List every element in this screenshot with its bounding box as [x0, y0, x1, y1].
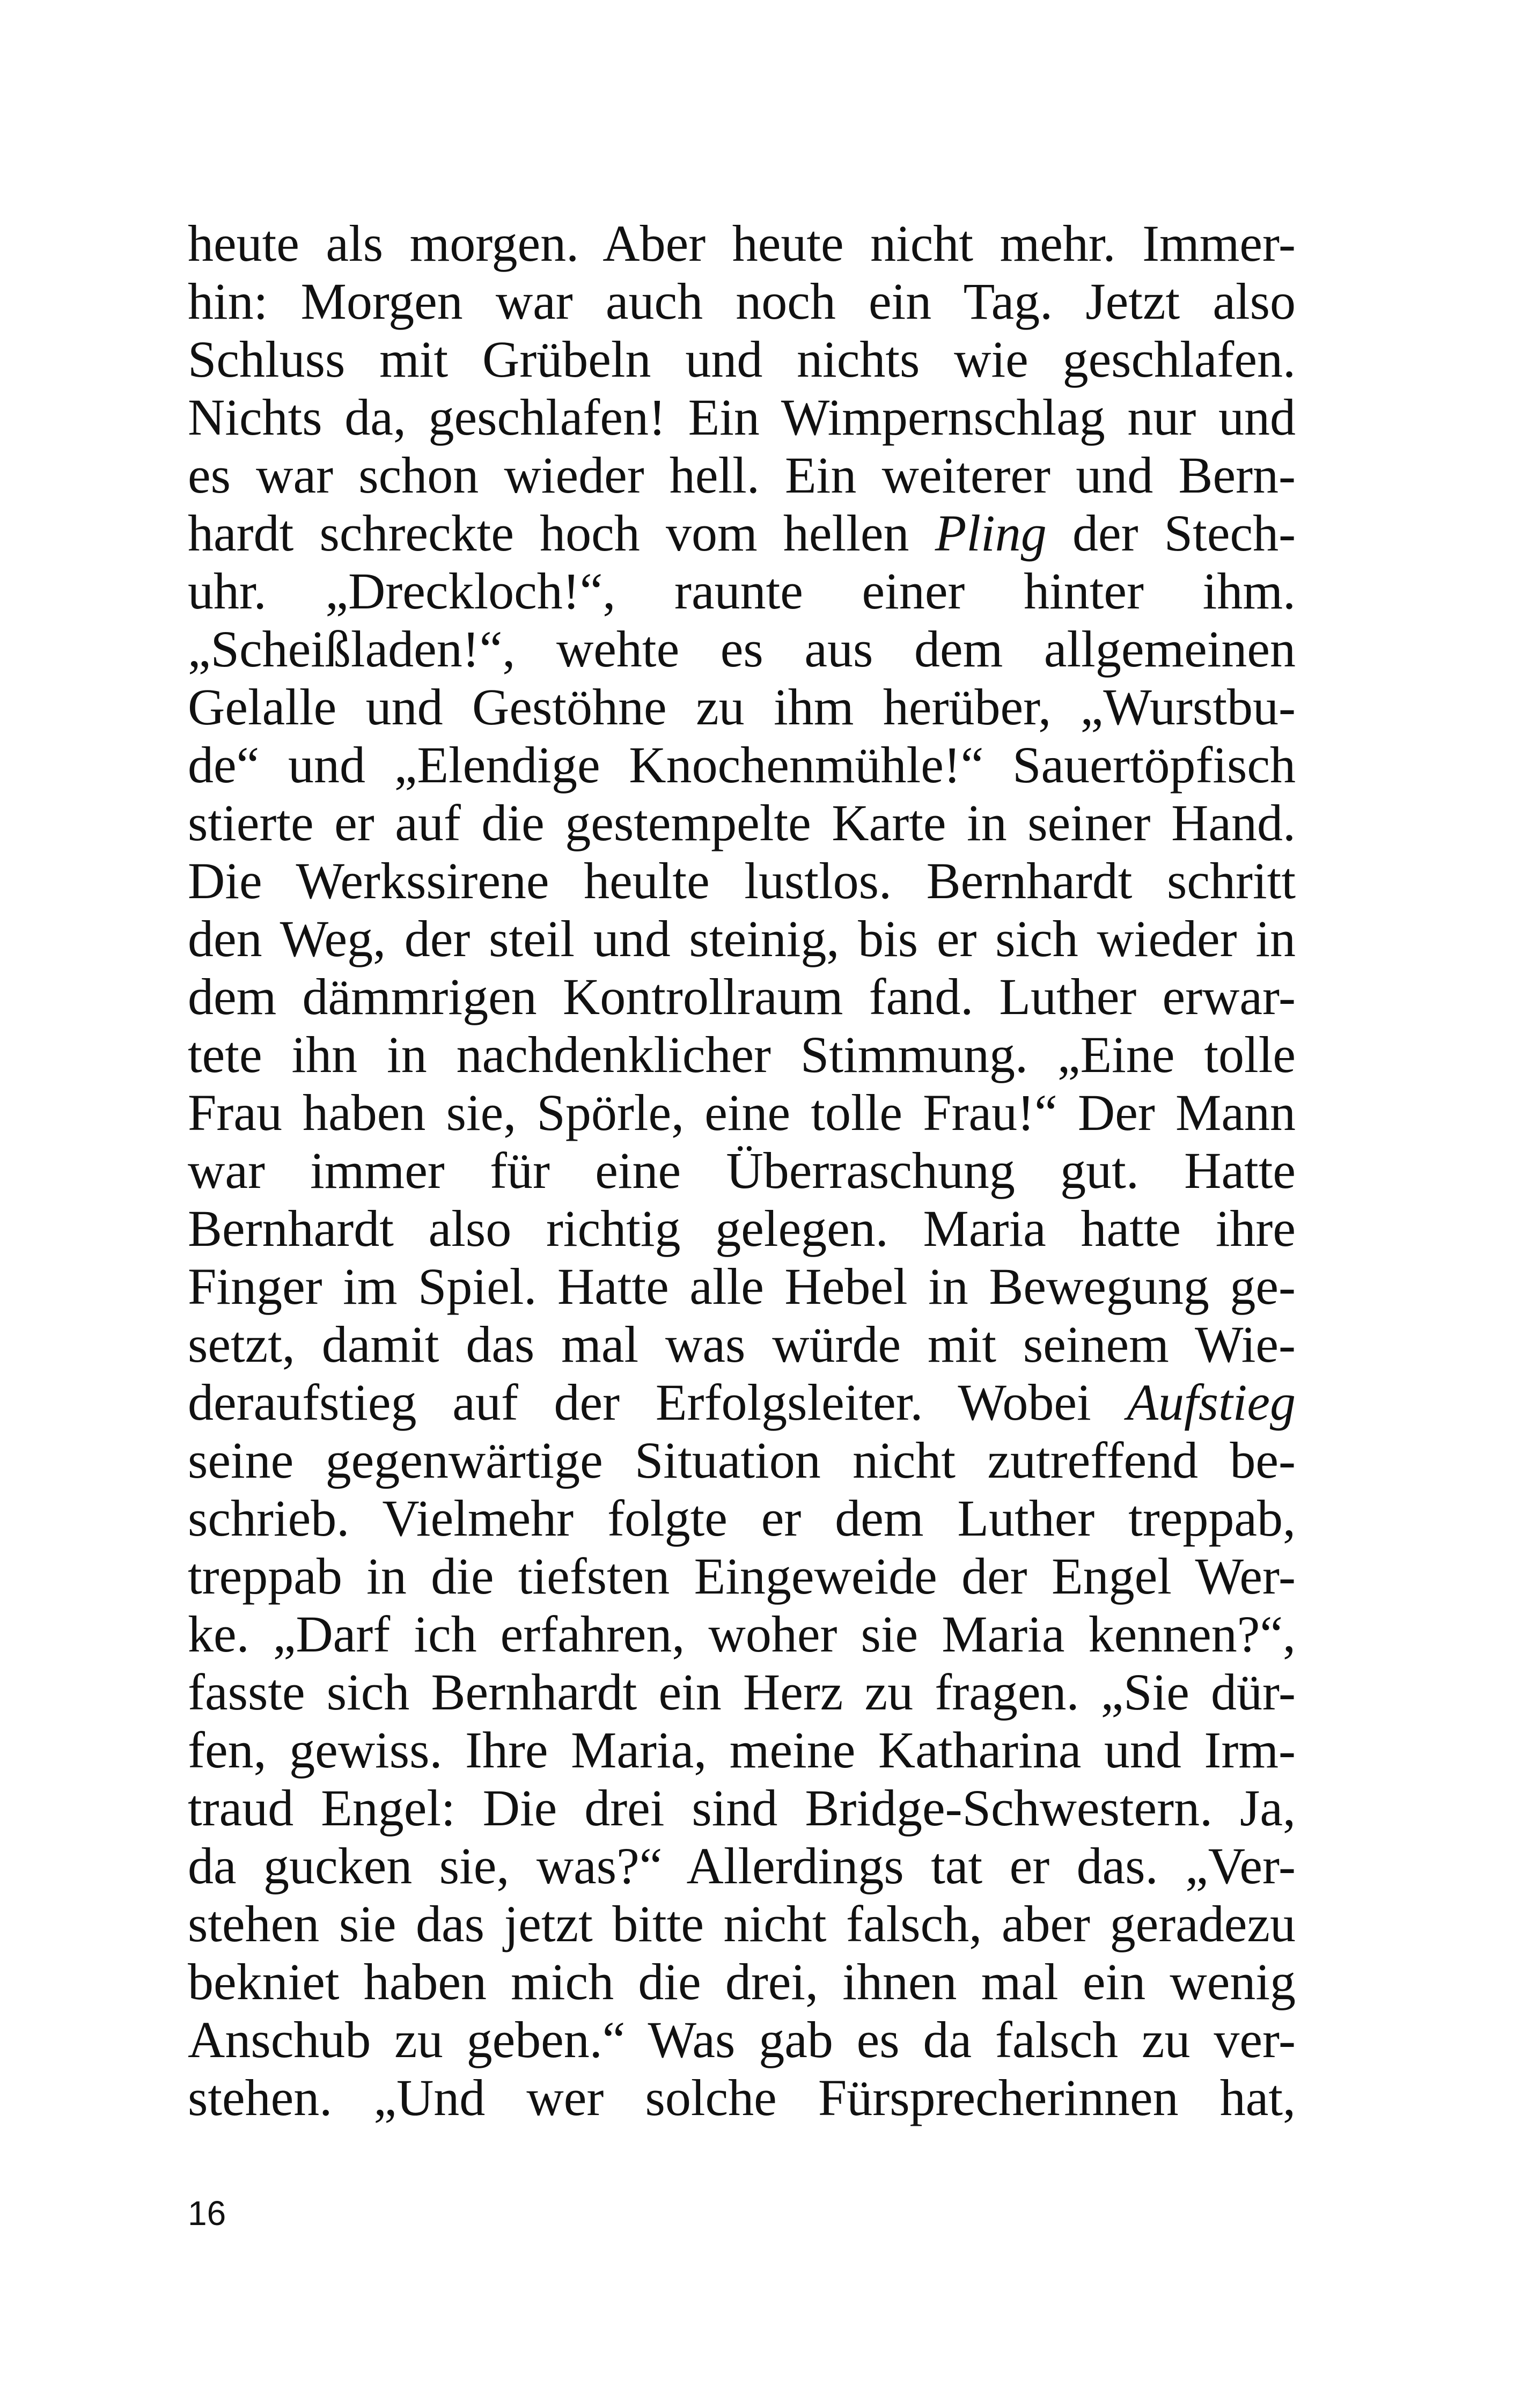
text-line: seine gegenwärtige Situation nicht zutreffend be-	[188, 1431, 1296, 1489]
text-line: setzt, damit das mal was würde mit seinem Wie-	[188, 1316, 1296, 1373]
italic-word: Pling	[935, 504, 1047, 562]
text-segment: deraufstieg auf der Erfolgsleiter. Wobei	[188, 1374, 1091, 1431]
text-line: dem dämmrigen Kontrollraum fand. Luther erwar-	[188, 968, 1296, 1025]
text-line	[188, 1374, 1296, 1431]
text-line: schrieb. Vielmehr folgte er dem Luther treppab,	[188, 1489, 1296, 1547]
text-line: traud Engel: Die drei sind Bridge-Schwestern. Ja,	[188, 1779, 1296, 1837]
text-line: bekniet haben mich die drei, ihnen mal ein wenig	[188, 1953, 1296, 2010]
text-line: Frau haben sie, Spörle, eine tolle Frau!“ Der Mann	[188, 1084, 1296, 1141]
text-line: uhr. „Dreckloch!“, raunte einer hinter ihm.	[188, 562, 1296, 620]
text-line: treppab in die tiefsten Eingeweide der Engel Wer-	[188, 1547, 1296, 1605]
text-line: Anschub zu geben.“ Was gab es da falsch zu ver-	[188, 2011, 1296, 2068]
text-line: fen, gewiss. Ihre Maria, meine Katharina und Irm-	[188, 1721, 1296, 1779]
text-line: ke. „Darf ich erfahren, woher sie Maria kennen?“,	[188, 1605, 1296, 1663]
text-line: stehen sie das jetzt bitte nicht falsch, aber geradezu	[188, 1895, 1296, 1952]
italic-word: Aufstieg	[1127, 1374, 1296, 1431]
text-line: Nichts da, geschlafen! Ein Wimpernschlag nur und	[188, 388, 1296, 446]
text-line: hin: Morgen war auch noch ein Tag. Jetzt also	[188, 273, 1296, 330]
text-line: stehen. „Und wer solche Fürsprecherinnen hat,	[188, 2069, 1296, 2126]
text-line: tete ihn in nachdenklicher Stimmung. „Eine tolle	[188, 1026, 1296, 1083]
text-line: de“ und „Elendige Knochenmühle!“ Sauertöpfisch	[188, 736, 1296, 794]
text-line: es war schon wieder hell. Ein weiterer und Bern-	[188, 446, 1296, 504]
text-line: Die Werkssirene heulte lustlos. Bernhardt schritt	[188, 852, 1296, 909]
text-line: Bernhardt also richtig gelegen. Maria hatte ihre	[188, 1200, 1296, 1257]
page-number: 16	[188, 2194, 226, 2233]
text-line: heute als morgen. Aber heute nicht mehr. Immer-	[188, 215, 1296, 272]
text-line: Schluss mit Grübeln und nichts wie geschlafen.	[188, 331, 1296, 388]
text-line: Gelalle und Gestöhne zu ihm herüber, „Wurstbu-	[188, 678, 1296, 736]
text-line: den Weg, der steil und steinig, bis er sich wieder in	[188, 910, 1296, 967]
text-line: da gucken sie, was?“ Allerdings tat er das. „Ver-	[188, 1837, 1296, 1895]
text-line: fasste sich Bernhardt ein Herz zu fragen. „Sie dür-	[188, 1663, 1296, 1721]
text-line: war immer für eine Überraschung gut. Hatte	[188, 1142, 1296, 1199]
text-segment: der Stech-	[1072, 504, 1296, 562]
text-line: stierte er auf die gestempelte Karte in seiner Hand.	[188, 794, 1296, 851]
text-line: „Scheißladen!“, wehte es aus dem allgemeinen	[188, 620, 1296, 678]
text-segment: hardt schreckte hoch vom hellen	[188, 504, 909, 562]
text-line	[188, 504, 1296, 562]
text-line: Finger im Spiel. Hatte alle Hebel in Bewegung ge-	[188, 1258, 1296, 1315]
body-text	[188, 215, 1296, 2127]
